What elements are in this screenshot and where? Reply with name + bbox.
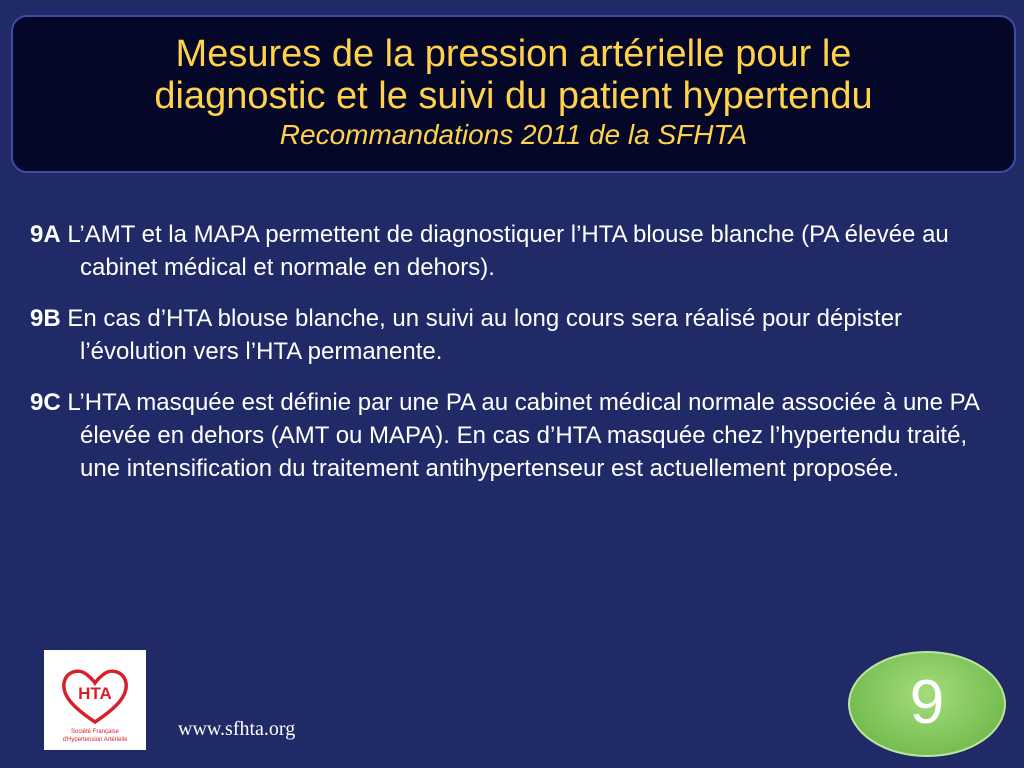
- slide-title-line-1: Mesures de la pression artérielle pour le: [175, 33, 852, 75]
- logo-caption-line-1: Société Française: [70, 729, 120, 735]
- recommendation-9b: [30, 302, 1005, 368]
- recommendation-code: 9C: [30, 389, 61, 416]
- slide-subtitle: Recommandations 2011 de la SFHTA: [279, 119, 748, 150]
- recommendation-9c: [30, 386, 1005, 485]
- recommendation-code: 9B: [30, 305, 61, 332]
- logo-text: HTA: [78, 684, 112, 703]
- logo-caption-line-2: d'Hypertension Artérielle: [62, 737, 128, 743]
- recommendations-list: [30, 218, 1005, 503]
- sfhta-logo: [44, 650, 146, 750]
- recommendation-text: En cas d’HTA blouse blanche, un suivi au long cours sera réalisé pour dépister l’évolution vers l’HTA permanente.: [60, 305, 903, 365]
- recommendation-9a: [30, 218, 1005, 284]
- recommendation-text: L’AMT et la MAPA permettent de diagnostiquer l’HTA blouse blanche (PA élevée au cabinet médical et normale en dehors).: [60, 221, 949, 281]
- recommendation-code: 9A: [30, 221, 61, 248]
- slide-title-line-2: diagnostic et le suivi du patient hypertendu: [154, 75, 873, 117]
- page-number-badge: 9: [848, 651, 1006, 757]
- heart-logo-icon: [44, 650, 146, 750]
- title-box: [11, 15, 1016, 173]
- recommendation-text: L’HTA masquée est définie par une PA au cabinet médical normale associée à une PA élevée en dehors (AMT ou MAPA). En cas d’HTA masquée chez l’hypertendu traité, une intensification du traitement antihypertenseur est actuellement proposée.: [60, 389, 979, 482]
- footer-url-link[interactable]: www.sfhta.org: [178, 718, 296, 740]
